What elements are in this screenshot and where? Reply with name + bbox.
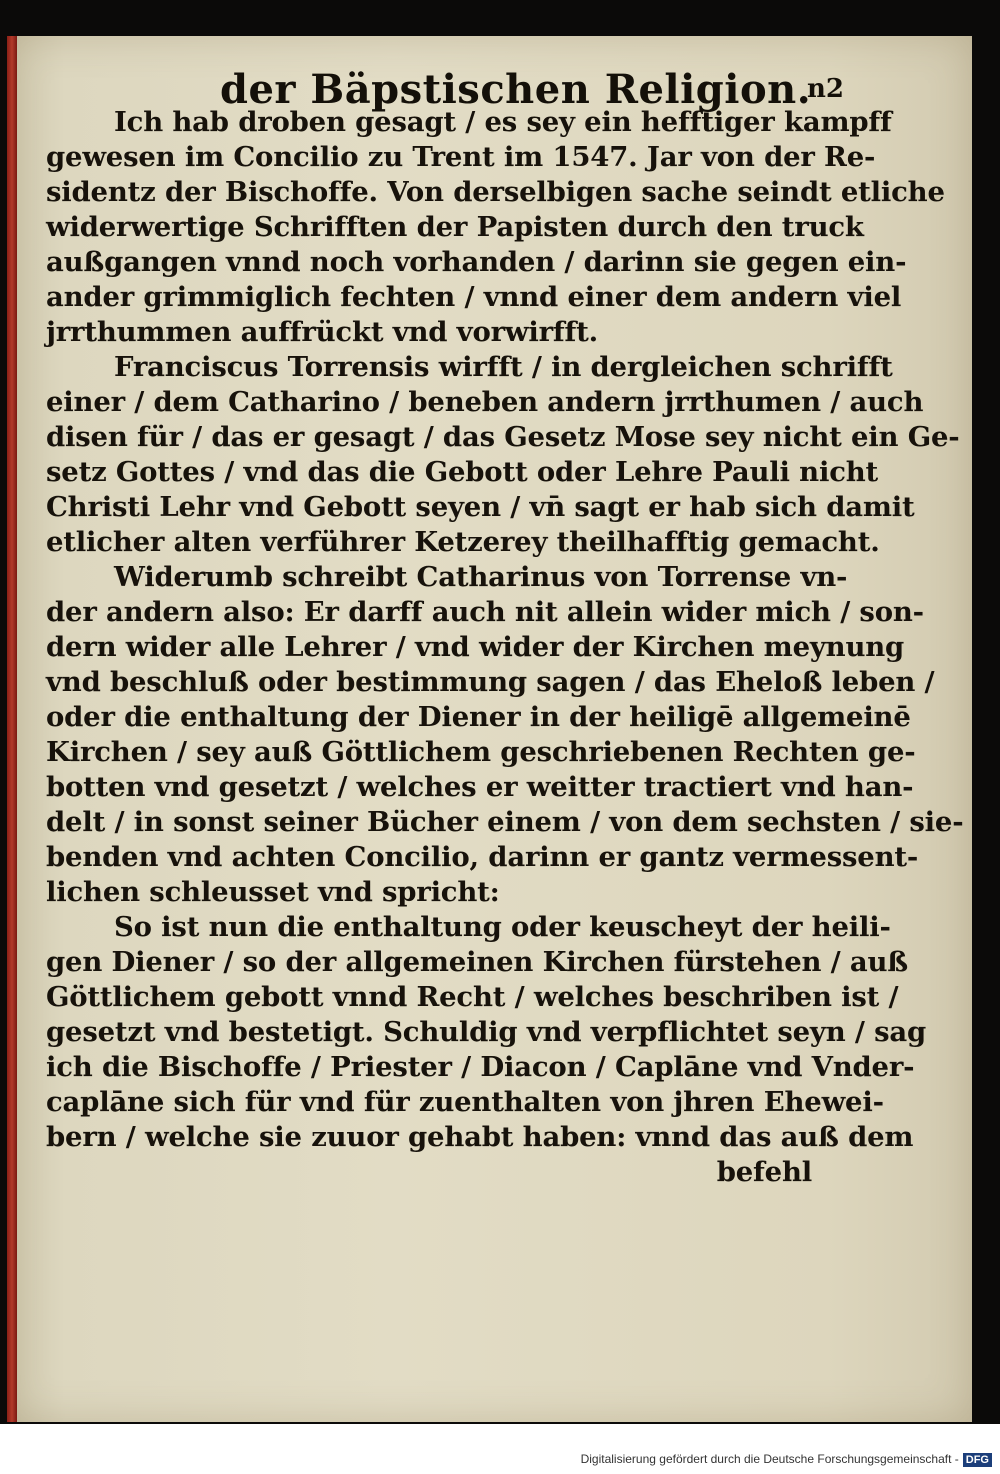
text-line: gen Diener / so der allgemeinen Kirchen fürstehen / auß [46,946,908,978]
binding-edge [7,36,17,1422]
text-line: Kirchen / sey auß Göttlichem geschriebenen Rechten ge- [46,736,916,768]
text-line: einer / dem Catharino / beneben andern jrrthumen / auch [46,386,924,418]
text-line: widerwertige Schrifften der Papisten durch den truck [46,211,864,243]
text-line: Ich hab droben gesagt / es sey ein hefftiger kampff [114,106,892,138]
text-line: etlicher alten verführer Ketzerey theilhafftig gemacht. [46,526,880,558]
text-line: dern wider alle Lehrer / vnd wider der Kirchen meynung [46,631,905,663]
text-line: gesetzt vnd bestetigt. Schuldig vnd verpflichtet seyn / sag [46,1016,927,1048]
text-line: Göttlichem gebott vnnd Recht / welches beschriben ist / [46,981,899,1013]
text-line: Franciscus Torrensis wirfft / in dergleichen schrifft [114,351,893,383]
running-title: der Bäpstischen Religion. [220,66,812,113]
text-line: gewesen im Concilio zu Trent im 1547. Jar von der Re- [46,141,876,173]
text-line: Widerumb schreibt Catharinus von Torrense vn- [114,561,848,593]
text-line: ich die Bischoffe / Priester / Diacon / Caplāne vnd Vnder- [46,1051,915,1083]
text-line: caplāne sich für vnd für zuenthalten von jhren Ehewei- [46,1086,884,1118]
text-line: sidentz der Bischoffe. Von derselbigen sache seindt etliche [46,176,945,208]
text-block [46,105,964,1190]
text-line: setz Gottes / vnd das die Gebott oder Lehre Pauli nicht [46,456,879,488]
text-line: jrrthummen auffrückt vnd vorwirfft. [46,316,599,348]
text-line: disen für / das er gesagt / das Gesetz Mose sey nicht ein Ge- [46,421,960,453]
text-line: So ist nun die enthaltung oder keuscheyt der heili- [114,911,891,943]
credit-text: Digitalisierung gefördert durch die Deutsche Forschungsgemeinschaft - [580,1452,959,1466]
text-line: lichen schleusset vnd spricht: [46,876,500,908]
text-line: vnd beschluß oder bestimmung sagen / das Eheloß leben / [46,666,935,698]
catchword: befehl [716,1156,812,1188]
text-line: Christi Lehr vnd Gebott seyen / vn̄ sagt er hab sich damit [46,491,915,523]
text-line: ander grimmiglich fechten / vnnd einer dem andern viel [46,281,902,313]
digitization-credit [0,1452,992,1467]
text-line: der andern also: Er darff auch nit allein wider mich / son- [46,596,924,628]
text-line: botten vnd gesetzt / welches er weitter tractiert vnd han- [46,771,914,803]
text-line: delt / in sonst seiner Bücher einem / von dem sechsten / sie- [46,806,964,838]
text-line: oder die enthaltung der Diener in der heiligē allgemeinē [46,701,911,733]
dfg-logo: DFG [963,1453,992,1467]
text-line: benden vnd achten Concilio, darinn er gantz vermessent- [46,841,919,873]
text-line: bern / welche sie zuuor gehabt haben: vnnd das auß dem [46,1121,914,1153]
folio-number: n2 [807,74,844,104]
text-line: außgangen vnnd noch vorhanden / darinn sie gegen ein- [46,246,907,278]
